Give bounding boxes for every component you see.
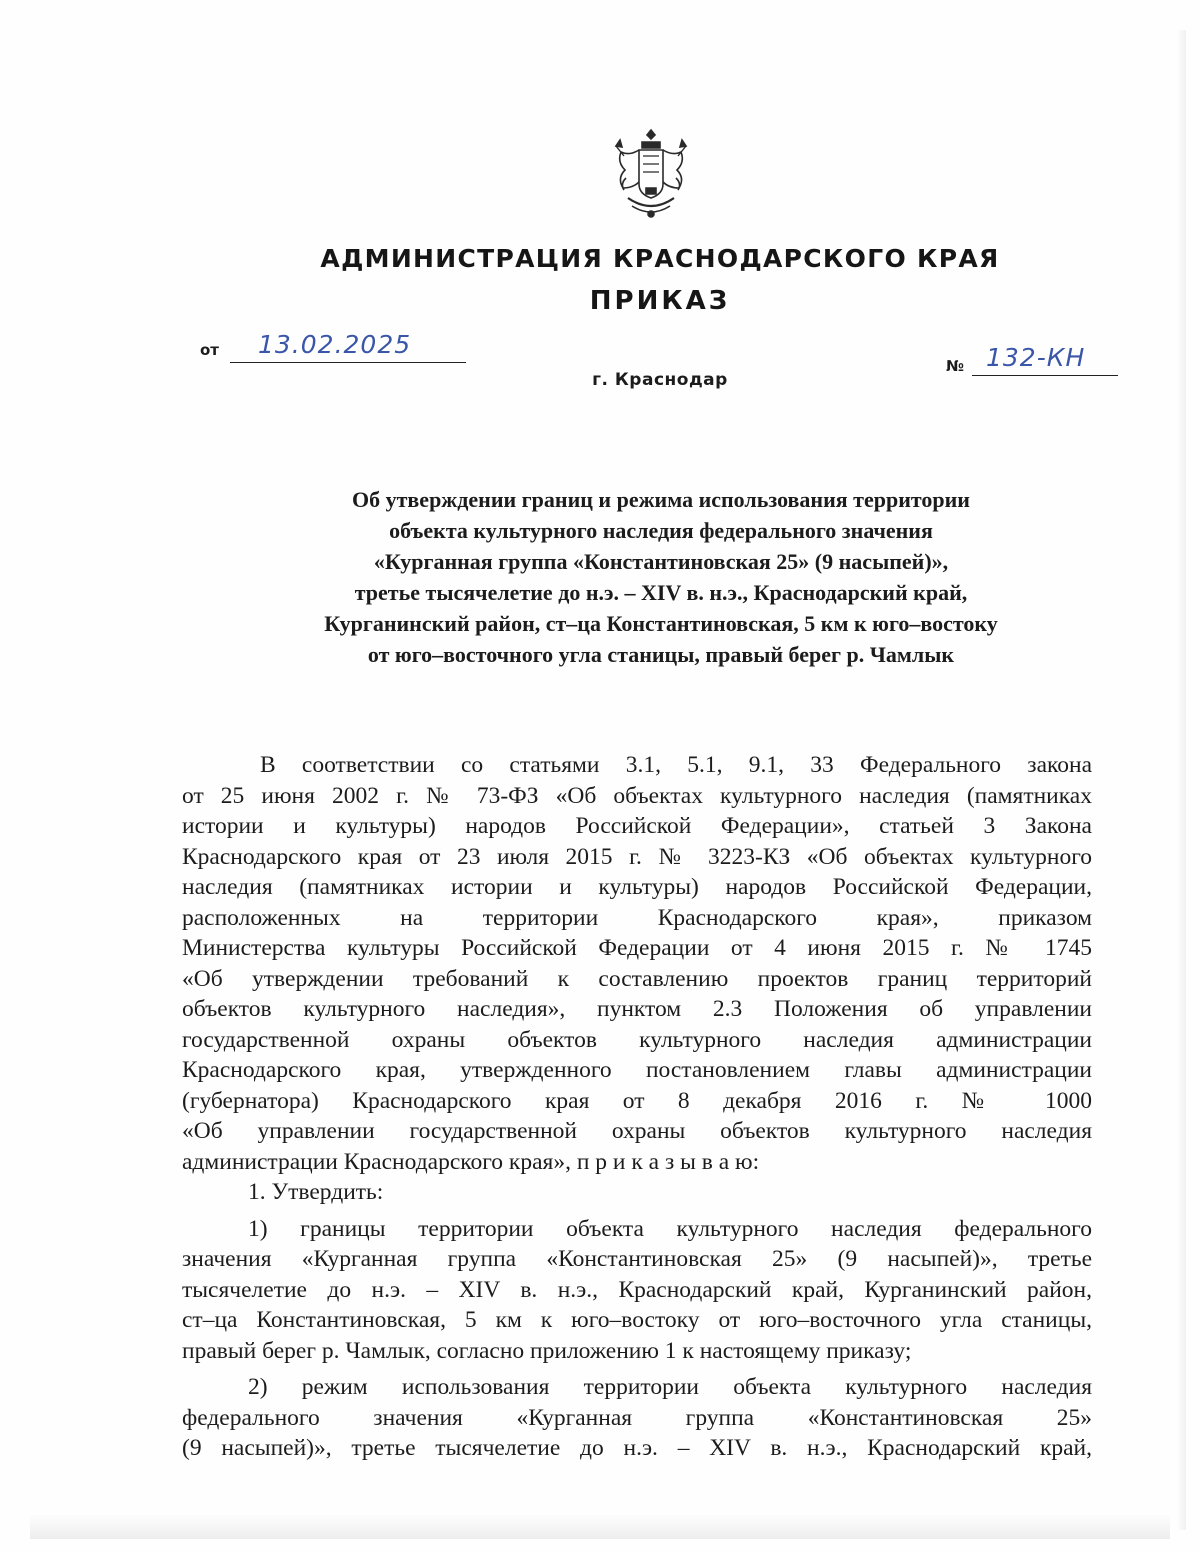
body-line: от 25 июня 2002 г. № 73-ФЗ «Об объектах культурного наследия (памятниках (182, 782, 1092, 809)
scan-edge-shadow-bottom (30, 1513, 1170, 1539)
body-line: ст–ца Константиновская, 5 км к юго–востоку от юго–восточного угла станицы, (182, 1307, 1092, 1333)
number-handwritten: 132-КН (986, 343, 1086, 372)
body-line: наследия (памятниках истории и культуры) народов Российской Федерации, (182, 874, 1092, 900)
organization-title: АДМИНИСТРАЦИЯ КРАСНОДАРСКОГО КРАЯ (320, 244, 1000, 273)
body-line: истории и культуры) народов Российской Федерации», статьей 3 Закона (182, 813, 1092, 839)
heading-line: от юго–восточного угла станицы, правый берег р. Чамлык (367, 642, 955, 667)
body-line: 1) границы территории объекта культурного наследия федерального (248, 1215, 1092, 1242)
order-heading (196, 484, 1126, 670)
document-type: ПРИКАЗ (589, 286, 731, 316)
body-line: расположенных на территории Краснодарского края», приказом (182, 904, 1092, 931)
body-line: (губернатора) Краснодарского края от 8 декабря 2016 г. № 1000 (182, 1087, 1092, 1114)
heading-line: Курганинский район, ст–ца Константиновская, 5 км к юго–востоку (324, 611, 998, 636)
body-line: Краснодарского края, утвержденного постановлением главы администрации (182, 1057, 1092, 1083)
heading-line: объекта культурного наследия федерального значения (389, 518, 933, 543)
heading-line: «Курганная группа «Константиновская 25» (9 насыпей)», (373, 549, 949, 574)
order-body (182, 750, 1092, 1464)
date-label: от (200, 341, 219, 359)
body-line: тысячелетие до н.э. – XIV в. н.э., Краснодарский край, Курганинский район, (182, 1276, 1092, 1303)
body-line: В соответствии со статьями 3.1, 5.1, 9.1, 33 Федерального закона (260, 752, 1092, 778)
body-line: Краснодарского края от 23 июля 2015 г. № 3223-КЗ «Об объектах культурного (182, 843, 1092, 870)
body-line: «Об утверждении требований к составлению проектов границ территорий (182, 965, 1092, 992)
body-line: 1. Утвердить: (248, 1179, 384, 1205)
heading-line: третье тысячелетие до н.э. – XIV в. н.э., Краснодарский край, (354, 580, 968, 605)
coat-of-arms-emblem (612, 128, 690, 220)
number-underline (972, 375, 1118, 376)
body-line: Министерства культуры Российской Федерации от 4 июня 2015 г. № 1745 (182, 935, 1092, 961)
number-label: № (946, 357, 965, 375)
body-line: государственной охраны объектов культурного наследия администрации (182, 1026, 1092, 1053)
body-line: значения «Курганная группа «Константиновская 25» (9 насыпей)», третье (182, 1246, 1092, 1272)
date-handwritten: 13.02.2025 (258, 330, 412, 359)
body-line: (9 насыпей)», третье тысячелетие до н.э. – XIV в. н.э., Краснодарский край, (182, 1435, 1092, 1461)
body-line: объектов культурного наследия», пунктом 2.3 Положения об управлении (182, 996, 1092, 1022)
body-line: администрации Краснодарского края», п р и к а з ы в а ю: (182, 1148, 760, 1175)
body-line: федерального значения «Курганная группа «Константиновская 25» (182, 1404, 1092, 1431)
body-line: правый берег р. Чамлык, согласно приложению 1 к настоящему приказу; (182, 1337, 912, 1364)
body-line: 2) режим использования территории объекта культурного наследия (248, 1374, 1092, 1400)
body-line: «Об управлении государственной охраны объектов культурного наследия (182, 1118, 1092, 1144)
date-underline (230, 362, 466, 363)
city-line: г. Краснодар (592, 370, 728, 390)
heading-line: Об утверждении границ и режима использования территории (352, 487, 970, 512)
